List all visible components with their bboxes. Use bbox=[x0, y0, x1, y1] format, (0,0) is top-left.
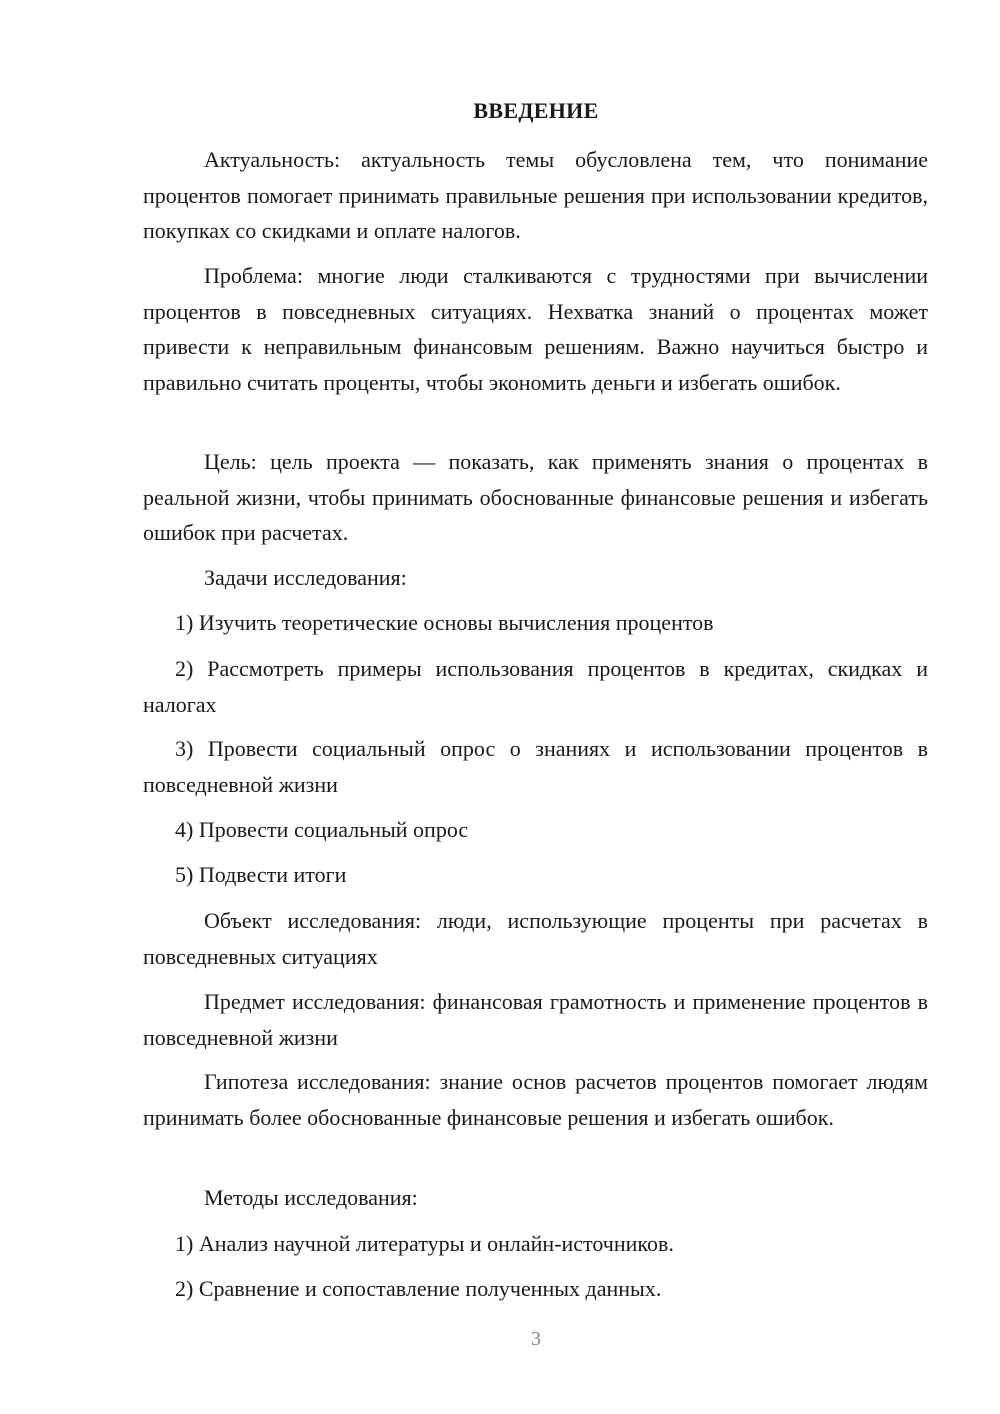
section-title: ВВЕДЕНИЕ bbox=[473, 98, 599, 123]
methods-heading: Методы исследования: bbox=[204, 1185, 418, 1210]
relevance-paragraph: Актуальность: актуальность темы обусловлена тем, что понимание процентов помогает принимать правильные решения при использовании кредитов, покупках со скидками и оплате налогов. bbox=[143, 147, 928, 243]
task-item-1: 1) Изучить теоретические основы вычисления процентов bbox=[175, 610, 714, 635]
page-number: 3 bbox=[531, 1328, 541, 1350]
task-item-5: 5) Подвести итоги bbox=[175, 862, 347, 887]
task-item-4: 4) Провести социальный опрос bbox=[175, 817, 469, 842]
method-item-1: 1) Анализ научной литературы и онлайн-источников. bbox=[175, 1231, 674, 1256]
goal-paragraph: Цель: цель проекта — показать, как применять знания о процентах в реальной жизни, чтобы принимать обоснованные финансовые решения и избегать ошибок при расчетах. bbox=[143, 449, 928, 545]
subject-paragraph: Предмет исследования: финансовая грамотность и применение процентов в повседневной жизни bbox=[143, 989, 928, 1050]
task-item-3: 3) Провести социальный опрос о знаниях и использовании процентов в повседневной жизни bbox=[143, 736, 928, 797]
tasks-heading: Задачи исследования: bbox=[204, 565, 407, 590]
problem-paragraph: Проблема: многие люди сталкиваются с трудностями при вычислении процентов в повседневных ситуациях. Нехватка знаний о процентах может привести к неправильным финансовым решениям. Важно научиться быстро и правильно считать проценты, чтобы экономить деньги и избегать ошибок. bbox=[143, 263, 928, 395]
object-paragraph: Объект исследования: люди, использующие проценты при расчетах в повседневных ситуациях bbox=[143, 908, 928, 969]
hypothesis-paragraph: Гипотеза исследования: знание основ расчетов процентов помогает людям принимать более обоснованные финансовые решения и избегать ошибок. bbox=[143, 1069, 928, 1130]
task-item-2: 2) Рассмотреть примеры использования процентов в кредитах, скидках и налогах bbox=[143, 656, 928, 717]
method-item-2: 2) Сравнение и сопоставление полученных данных. bbox=[175, 1276, 662, 1301]
